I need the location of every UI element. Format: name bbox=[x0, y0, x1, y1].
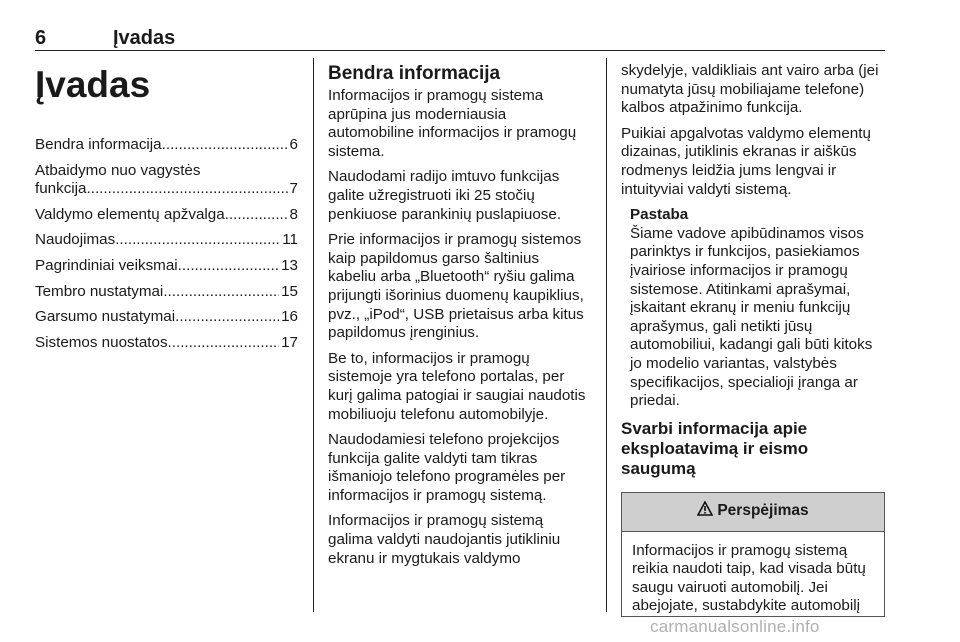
column-divider-1 bbox=[313, 58, 314, 612]
column-2 bbox=[328, 62, 591, 575]
toc-entry-label: Tembro nustatymai bbox=[35, 282, 164, 300]
page-number: 6 bbox=[35, 27, 47, 49]
toc-leader-dots bbox=[178, 257, 279, 276]
note-title: Pastaba bbox=[630, 206, 689, 224]
toc-page-number: 13 bbox=[281, 256, 298, 274]
toc-leader-dots bbox=[168, 334, 280, 353]
running-section-title: Įvadas bbox=[113, 27, 176, 49]
toc-page-number: 6 bbox=[289, 136, 298, 153]
table-of-contents bbox=[35, 136, 298, 352]
toc-entry-label: Pagrindiniai veiksmai bbox=[35, 256, 178, 274]
column-1 bbox=[35, 62, 298, 359]
toc-page-number: 8 bbox=[289, 205, 298, 223]
toc-page-number: 11 bbox=[282, 231, 298, 249]
column-3 bbox=[621, 62, 885, 617]
paragraph: Naudodami radijo imtuvo funkcijas galite užregistruoti iki 25 stočių penkiuose parankinių puslapiuose. bbox=[328, 168, 562, 223]
toc-entry[interactable] bbox=[35, 162, 298, 199]
warning-title: Perspėjimas bbox=[717, 502, 809, 520]
note-text: Šiame vadove apibūdinamos visos parinktys ir funkcijos, pasiekiamos įvairiose informacijos ir pramogų sistemose. Atitinkami aprašymai, įskaitant ekranų ir meniu funkcijų aprašymus, gali netikti jūsų automobiliui, kadangi gali būti kitoks jo modelio variantas, valstybės specifikacijos, specialioji įranga ar priedai. bbox=[630, 224, 873, 410]
toc-page-number: 7 bbox=[289, 180, 298, 198]
toc-entry[interactable] bbox=[35, 334, 298, 353]
note-block bbox=[621, 206, 885, 411]
paragraph: Prie informacijos ir pramogų sistemos kaip papildomus garso šaltinius kabeliu arba „Bluetooth“ ryšiu galima prijungti išorinius duomenų kaupiklius, pvz., „iPod“, USB prietaisus arba kitus papildomus įrenginius. bbox=[328, 231, 584, 342]
subheading: Svarbi informacija apie eksploatavimą ir eismo saugumą bbox=[621, 418, 809, 478]
toc-entry-label: Sistemos nuostatos bbox=[35, 333, 168, 351]
toc-leader-dots bbox=[163, 283, 279, 302]
toc-entry-label: Valdymo elementų apžvalga bbox=[35, 205, 225, 223]
paragraph: Informacijos ir pramogų sistema aprūpina jus moderniausia automobiline informacijos ir pramogų sistema. bbox=[328, 87, 577, 160]
warning-text: Informacijos ir pramogų sistemą reikia naudoti taip, kad visada būtų saugu vairuoti automobilį. Jei abejojate, sustabdykite automobilį bbox=[632, 541, 866, 615]
paragraph: Puikiai apgalvotas valdymo elementų dizainas, jutiklinis ekranas ir aiškūs rodmenys leidžia jums lengvai ir intuityviai valdyti sistemą. bbox=[621, 124, 871, 198]
toc-leader-dots bbox=[115, 231, 280, 250]
toc-entry[interactable] bbox=[35, 308, 298, 327]
toc-entry[interactable] bbox=[35, 231, 298, 250]
toc-leader-dots bbox=[225, 206, 288, 225]
paragraph: skydelyje, valdikliais ant vairo arba (jei numatyta jūsų mobiliajame telefone) kalbos atpažinimo funkcija. bbox=[621, 62, 879, 117]
toc-entry-label: Naudojimas bbox=[35, 231, 116, 249]
section-heading: Bendra informacija bbox=[328, 63, 501, 84]
toc-entry[interactable] bbox=[35, 206, 298, 225]
toc-page-number: 16 bbox=[281, 308, 298, 326]
header-rule bbox=[35, 50, 885, 51]
toc-page-number: 17 bbox=[281, 333, 298, 351]
warning-header bbox=[622, 493, 884, 532]
toc-entry[interactable] bbox=[35, 257, 298, 276]
warning-box bbox=[621, 492, 885, 617]
paragraph: Informacijos ir pramogų sistemą galima valdyti naudojantis jutikliniu ekranu ir mygtukais valdymo bbox=[328, 512, 561, 567]
toc-leader-dots bbox=[87, 180, 288, 199]
toc-entry-label: funkcija bbox=[35, 180, 87, 198]
toc-entry-label: Atbaidymo nuo vagystės bbox=[35, 161, 201, 179]
column-divider-2 bbox=[606, 58, 607, 612]
warning-triangle-icon bbox=[697, 501, 713, 522]
toc-leader-dots bbox=[162, 136, 288, 155]
toc-entry-label: Garsumo nustatymai bbox=[35, 308, 176, 326]
paragraph: Be to, informacijos ir pramogų sistemoje yra telefono portalas, per kurį galima patogiai ir saugiai naudotis mobiliuoju telefonu automobilyje. bbox=[328, 349, 586, 423]
toc-page-number: 15 bbox=[281, 282, 298, 300]
watermark: carmanualsonline.info bbox=[650, 617, 820, 636]
toc-entry[interactable] bbox=[35, 136, 298, 155]
paragraph: Naudodamiesi telefono projekcijos funkcija galite valdyti tam tikras išmaniojo telefono programėles per informacijos ir pramogų sistemą. bbox=[328, 431, 566, 504]
chapter-title: Įvadas bbox=[35, 64, 151, 105]
toc-entry[interactable] bbox=[35, 283, 298, 302]
toc-leader-dots bbox=[175, 308, 279, 327]
page-header bbox=[35, 27, 885, 53]
toc-entry-label: Bendra informacija bbox=[35, 136, 162, 153]
